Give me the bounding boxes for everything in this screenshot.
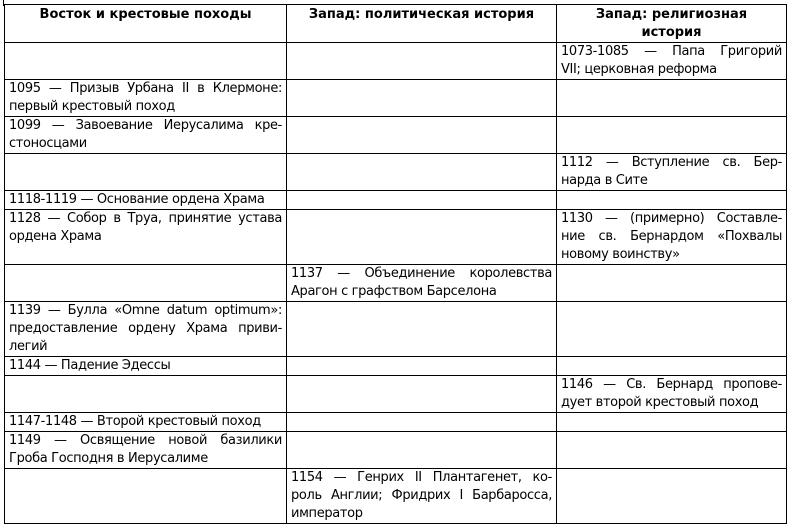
cell-political (287, 80, 557, 117)
cell-text-line: 1149 — Освящение новой базилики (9, 433, 282, 448)
cell-religious (557, 191, 787, 210)
cell-political (287, 376, 557, 413)
cell-text-line: 1144 — Падение Эдессы (9, 358, 171, 373)
cell-east (5, 432, 287, 469)
cell-east (5, 413, 287, 432)
table-row (5, 265, 787, 302)
cell-religious (557, 432, 787, 469)
header-east-crusades: Восток и крестовые походы (5, 5, 287, 43)
cell-east (5, 210, 287, 265)
header-row (5, 5, 787, 43)
cell-religious (557, 469, 787, 524)
cell-text-line: 1154 — Генрих II Плантагенет, ко- (291, 470, 552, 485)
cell-religious (557, 413, 787, 432)
cell-east (5, 302, 287, 357)
cell-text-line: ние св. Бернардом «Похвалы (561, 229, 782, 244)
cell-political (287, 43, 557, 80)
cell-text-line: новому воинству» (561, 247, 680, 262)
table-row (5, 302, 787, 357)
cell-political (287, 265, 557, 302)
table-row (5, 43, 787, 80)
cell-text-line: предоставление ордену Храма приви- (9, 321, 282, 336)
cell-text-line: 1137 — Объединение королевства (291, 266, 552, 281)
cell-religious (557, 154, 787, 191)
cell-religious (557, 210, 787, 265)
cell-text-line: 1128 — Собор в Труа, принятие устава (9, 211, 282, 226)
table-row (5, 357, 787, 376)
cell-political (287, 154, 557, 191)
table-row (5, 376, 787, 413)
cell-text-line: 1147-1148 — Второй крестовый поход (9, 414, 261, 429)
cell-text-line: дует второй крестовый поход (561, 395, 759, 410)
cell-political (287, 413, 557, 432)
cell-political (287, 191, 557, 210)
cell-text-line: 1118-1119 — Основание ордена Храма (9, 192, 265, 207)
cell-text-line: VII; церковная реформа (561, 62, 717, 77)
cell-political (287, 357, 557, 376)
cell-east (5, 154, 287, 191)
cell-east (5, 469, 287, 524)
table-row (5, 469, 787, 524)
cell-text-line: 1139 — Булла «Omne datum optimum»: (9, 303, 282, 318)
cell-political (287, 432, 557, 469)
cell-east (5, 376, 287, 413)
table-row (5, 80, 787, 117)
cell-political (287, 302, 557, 357)
chronology-table (4, 4, 787, 524)
cell-religious (557, 80, 787, 117)
cell-text-line: стоносцами (9, 136, 87, 151)
cell-text-line: 1095 — Призыв Урбана II в Клермоне: (9, 81, 282, 96)
cell-religious (557, 302, 787, 357)
table-row (5, 191, 787, 210)
cell-religious (557, 43, 787, 80)
cell-religious (557, 117, 787, 154)
cell-text-line: легий (9, 339, 48, 354)
cell-text-line: первый крестовый поход (9, 99, 175, 114)
table-row (5, 432, 787, 469)
cell-political (287, 117, 557, 154)
cell-text-line: 1146 — Св. Бернард пропове- (561, 377, 782, 392)
cell-east (5, 117, 287, 154)
cell-text-line: роль Англии; Фридрих I Барбаросса, (291, 488, 552, 503)
cell-text-line: Гроба Господня в Иерусалиме (9, 451, 208, 466)
cell-east (5, 357, 287, 376)
cell-text-line: Арагон с графством Барселона (291, 284, 497, 299)
cell-east (5, 43, 287, 80)
table-row (5, 154, 787, 191)
table-row (5, 210, 787, 265)
table-row (5, 413, 787, 432)
cell-text-line: 1099 — Завоевание Иерусалима кре- (9, 118, 282, 133)
cell-religious (557, 376, 787, 413)
cell-religious (557, 265, 787, 302)
cell-east (5, 191, 287, 210)
header-west-religious: Запад: религиозная история (557, 5, 787, 43)
cell-political (287, 469, 557, 524)
table-row (5, 117, 787, 154)
cell-text-line: 1073-1085 — Папа Григорий (561, 44, 782, 59)
cell-text-line: нарда в Сите (561, 173, 648, 188)
cell-religious (557, 357, 787, 376)
cell-text-line: император (291, 506, 363, 521)
cell-text-line: 1130 — (примерно) Составле- (561, 211, 782, 226)
cell-east (5, 80, 287, 117)
cell-political (287, 210, 557, 265)
header-west-political: Запад: политическая история (287, 5, 557, 43)
cell-text-line: ордена Храма (9, 229, 102, 244)
cell-text-line: 1112 — Вступление св. Бер- (561, 155, 782, 170)
cell-east (5, 265, 287, 302)
